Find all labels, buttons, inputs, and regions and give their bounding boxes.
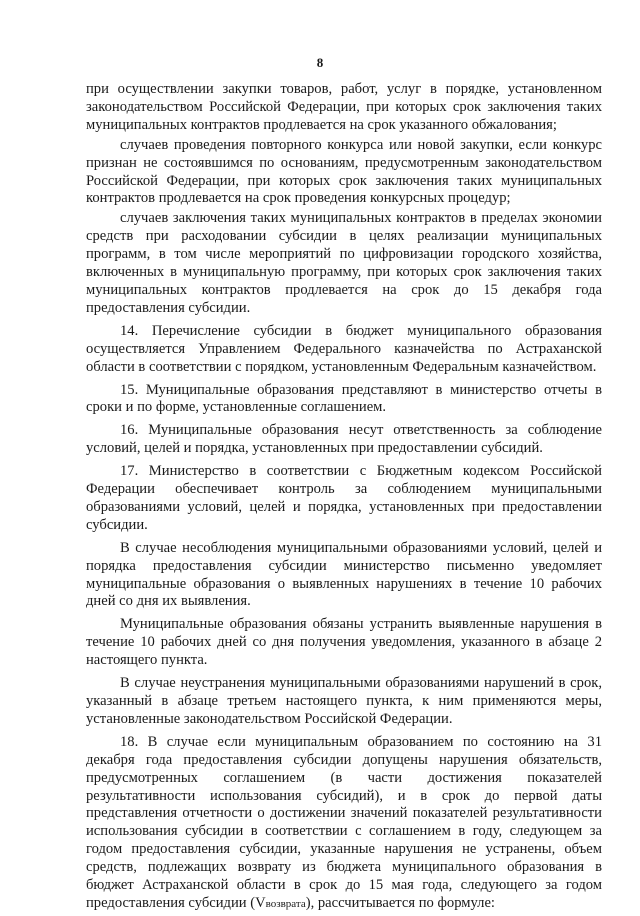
paragraph-item-18 [86,734,602,914]
paragraph-item-18-text: 18. В случае если муниципальным образованием по состоянию на 31 декабря года предоставления субсидии допущены нарушения обязательств, предусмотренных соглашением (в части достижения показателей результативности использования субсидий), и в срок до первой даты представления отчетности о достижении значений показателей результативности использования субсидии в соответствии с соглашением в году, следующем за годом предоставления субсидии, указанные нарушения не устранены, объем средств, подлежащих возврату из бюджета муниципального образования в бюджет Астраханской области в срок до 15 мая года, следующего за годом предоставления субсидии (V [86,733,602,911]
paragraph-sanctions: В случае неустранения муниципальными образованиями нарушений в срок, указанный в абзаце третьем настоящего пункта, к ним применяются меры, установленные законодательством Российской Федерации. [86,675,602,727]
page-number: 8 [316,55,324,70]
document-body [86,81,602,916]
paragraph-item-15: 15. Муниципальные образования представляют в министерство отчеты в сроки и по форме, установленные соглашением. [86,381,602,416]
paragraph-eliminate-violations: Муниципальные образования обязаны устранить выявленные нарушения в течение 10 рабочих дней со дня получения уведомления, указанного в абзаце 2 настоящего пункта. [86,616,602,669]
paragraph-item-14: 14. Перечисление субсидии в бюджет муниципального образования осуществляется Управлением Федерального казначейства по Астраханской области в соответствии с порядком, установленным Федеральным казначейством. [86,322,602,375]
paragraph-procurement-appeal: при осуществлении закупки товаров, работ, услуг в порядке, установленном законодательством Российской Федерации, при которых срок заключения таких муниципальных контрактов продлевается на срок указанного обжалования; [86,81,602,133]
formula-subscript: возврата [265,897,306,910]
paragraph-savings-contracts: случаев заключения таких муниципальных контрактов в пределах экономии средств при расходовании субсидии в целях реализации муниципальных программ, в том числе мероприятий по цифровизации городского хозяйства, включенных в муниципальную программу, при которых срок заключения таких муниципальных контрактов продлевается на срок до 15 декабря года предоставления субсидии. [86,210,602,316]
paragraph-repeat-tender: случаев проведения повторного конкурса или новой закупки, если конкурс признан не состоявшимся по основаниям, предусмотренным законодательством Российской Федерации, при которых срок заключения таких муниципальных контрактов продлевается на срок проведения конкурсных процедур; [86,136,602,207]
paragraph-item-16: 16. Муниципальные образования несут ответственность за соблюдение условий, целей и порядка, установленных при предоставлении субсидий. [86,422,602,457]
paragraph-item-17: 17. Министерство в соответствии с Бюджетным кодексом Российской Федерации обеспечивает контроль за соблюдением муниципальными образованиями условий, целей и порядка, установленных при предоставлении субсидии. [86,463,602,533]
paragraph-noncompliance-notice: В случае несоблюдения муниципальными образованиями условий, целей и порядка предоставления субсидии министерство письменно уведомляет муниципальные образования о выявленных нарушениях в течение 10 рабочих дней со дня их выявления. [86,539,602,610]
formula-tail: ), рассчитывается по формуле: [305,894,495,911]
